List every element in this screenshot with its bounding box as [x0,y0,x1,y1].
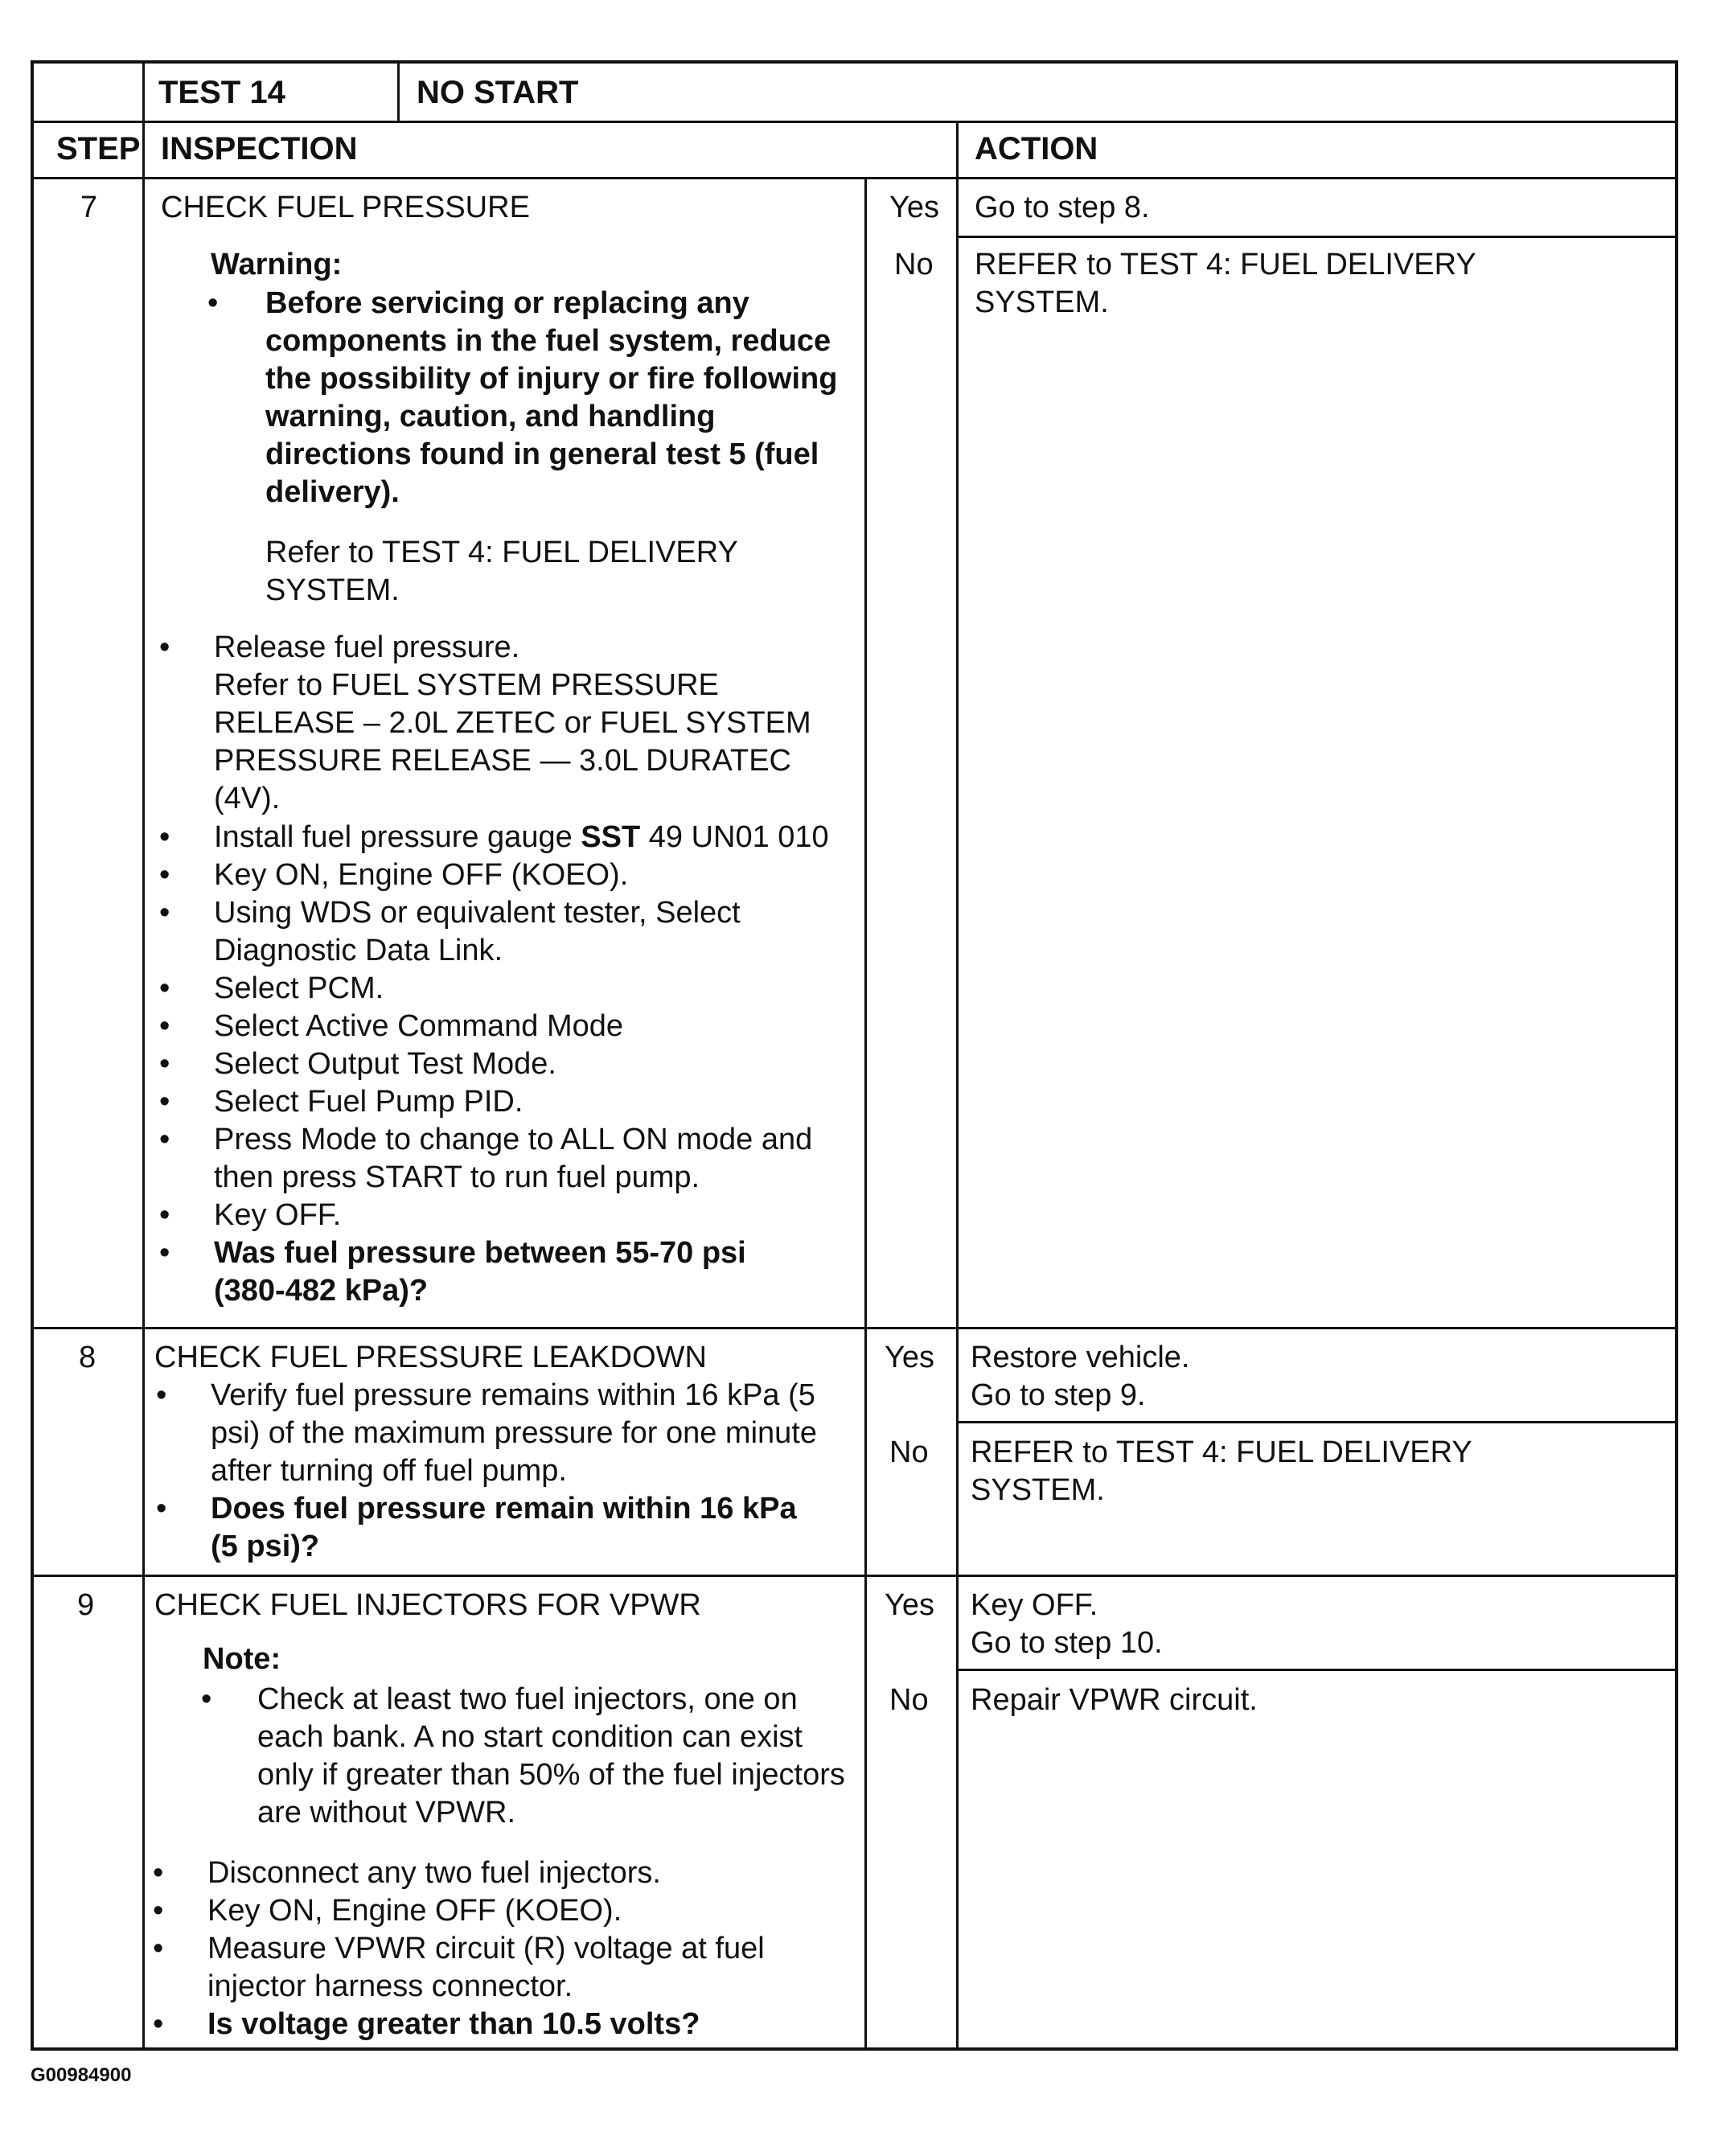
yes-action: Go to step 10. [971,1626,1163,1660]
bullet-icon: • [159,1085,170,1119]
bullet-icon: • [153,1856,164,1890]
bullet-icon: • [207,286,219,320]
step-column-header: STEP [56,131,141,166]
no-action: SYSTEM. [971,1473,1105,1507]
instruction-line: Select Output Test Mode. [214,1047,556,1081]
bullet-icon: • [159,896,170,930]
instruction-line: after turning off fuel pump. [211,1454,567,1488]
bullet-icon: • [159,1236,170,1270]
bullet-icon: • [159,1198,170,1232]
test-title-rule [397,60,400,122]
step7-yes-divider [956,236,1678,238]
warning-line: the possibility of injury or fire following [265,362,838,396]
yes-label: Yes [889,191,939,224]
question-line: (380-482 kPa)? [214,1274,429,1308]
bullet-icon: • [159,1009,170,1043]
warning-reference: Refer to TEST 4: FUEL DELIVERY [265,536,738,569]
instruction-line: Disconnect any two fuel injectors. [207,1856,661,1890]
note-line: only if greater than 50% of the fuel injectors [257,1758,845,1792]
warning-line: Before servicing or replacing any [265,286,749,320]
instruction-line: Measure VPWR circuit (R) voltage at fuel [207,1932,765,1965]
warning-reference: SYSTEM. [265,573,400,607]
bullet-icon: • [153,2007,164,2041]
no-label: No [889,1435,929,1469]
instruction-gauge [214,819,829,856]
yes-action: Go to step 9. [971,1378,1146,1412]
instruction-line: Select Active Command Mode [214,1009,624,1043]
action-column-rule [956,121,959,2051]
instruction-line: RELEASE – 2.0L ZETEC or FUEL SYSTEM [214,706,811,740]
step7-bottom-rule [31,1327,1678,1329]
instruction-line: Key ON, Engine OFF (KOEO). [214,858,629,892]
instruction-line: Verify fuel pressure remains within 16 kPa (5 [211,1378,815,1412]
yes-action: Go to step 8. [975,191,1150,224]
step-column-rule [142,60,145,2051]
instruction-line: Select Fuel Pump PID. [214,1085,523,1119]
yes-no-column-rule [864,179,867,2051]
instruction-line: Select PCM. [214,971,384,1005]
yes-label: Yes [885,1341,934,1374]
instruction-line: Refer to FUEL SYSTEM PRESSURE [214,668,719,702]
question-line: Does fuel pressure remain within 16 kPa [211,1492,797,1526]
bullet-icon: • [159,820,170,854]
gauge-sst: SST [581,820,641,854]
step-title: CHECK FUEL PRESSURE LEAKDOWN [154,1341,707,1374]
step-number: 7 [80,191,98,224]
step8-bottom-rule [31,1575,1678,1577]
note-line: each bank. A no start condition can exist [257,1720,803,1754]
question-line: Was fuel pressure between 55-70 psi [214,1236,746,1270]
no-action: REFER to TEST 4: FUEL DELIVERY [971,1435,1472,1469]
note-label: Note: [203,1642,281,1676]
step-number: 8 [79,1341,96,1374]
instruction-line: (4V). [214,782,281,815]
bullet-icon: • [159,630,170,664]
no-label: No [894,248,934,281]
inspection-column-header: INSPECTION [161,131,358,166]
note-line: Check at least two fuel injectors, one on [257,1682,798,1716]
instruction-line: injector harness connector. [207,1969,573,2003]
bullet-icon: • [153,1932,164,1965]
note-line: are without VPWR. [257,1796,515,1830]
bullet-icon: • [156,1378,167,1412]
no-action: SYSTEM. [975,285,1109,319]
bullet-icon: • [159,1047,170,1081]
bullet-icon: • [159,858,170,892]
instruction-line: Diagnostic Data Link. [214,934,503,967]
instruction-line: Key OFF. [214,1198,342,1232]
question-line: Is voltage greater than 10.5 volts? [207,2007,700,2041]
step9-yes-divider [956,1669,1678,1671]
warning-line: warning, caution, and handling [265,400,716,433]
bullet-icon: • [159,971,170,1005]
bullet-icon: • [153,1894,164,1928]
no-label: No [889,1683,929,1717]
gauge-prefix: Install fuel pressure gauge [214,820,581,854]
question-line: (5 psi)? [211,1530,320,1563]
header-divider [31,121,1678,123]
yes-action: Restore vehicle. [971,1341,1190,1374]
no-action: Repair VPWR circuit. [971,1683,1258,1717]
instruction-line: psi) of the maximum pressure for one minute [211,1416,817,1450]
instruction-line: then press START to run fuel pump. [214,1160,700,1194]
step-title: CHECK FUEL INJECTORS FOR VPWR [154,1588,701,1622]
instruction-line: Key ON, Engine OFF (KOEO). [207,1894,622,1928]
yes-action: Key OFF. [971,1588,1098,1622]
step-number: 9 [77,1588,95,1622]
no-action: REFER to TEST 4: FUEL DELIVERY [975,248,1476,281]
warning-line: delivery). [265,475,400,509]
instruction-line: Press Mode to change to ALL ON mode and [214,1123,813,1156]
bullet-icon: • [201,1682,212,1716]
warning-label: Warning: [211,248,343,281]
warning-line: directions found in general test 5 (fuel [265,437,819,471]
step-title: CHECK FUEL PRESSURE [161,191,530,224]
step8-yes-divider [956,1421,1678,1423]
figure-id: G00984900 [31,2064,132,2086]
instruction-line: Release fuel pressure. [214,630,520,664]
warning-line: components in the fuel system, reduce [265,324,831,358]
bullet-icon: • [159,1123,170,1156]
action-column-header: ACTION [975,131,1098,166]
yes-label: Yes [885,1588,934,1622]
test-title: NO START [417,75,579,110]
instruction-line: Using WDS or equivalent tester, Select [214,896,741,930]
column-header-divider [31,177,1678,179]
test-label: TEST 14 [158,75,285,110]
gauge-suffix: 49 UN01 010 [640,820,829,854]
bullet-icon: • [156,1492,167,1526]
instruction-line: PRESSURE RELEASE — 3.0L DURATEC [214,744,791,778]
